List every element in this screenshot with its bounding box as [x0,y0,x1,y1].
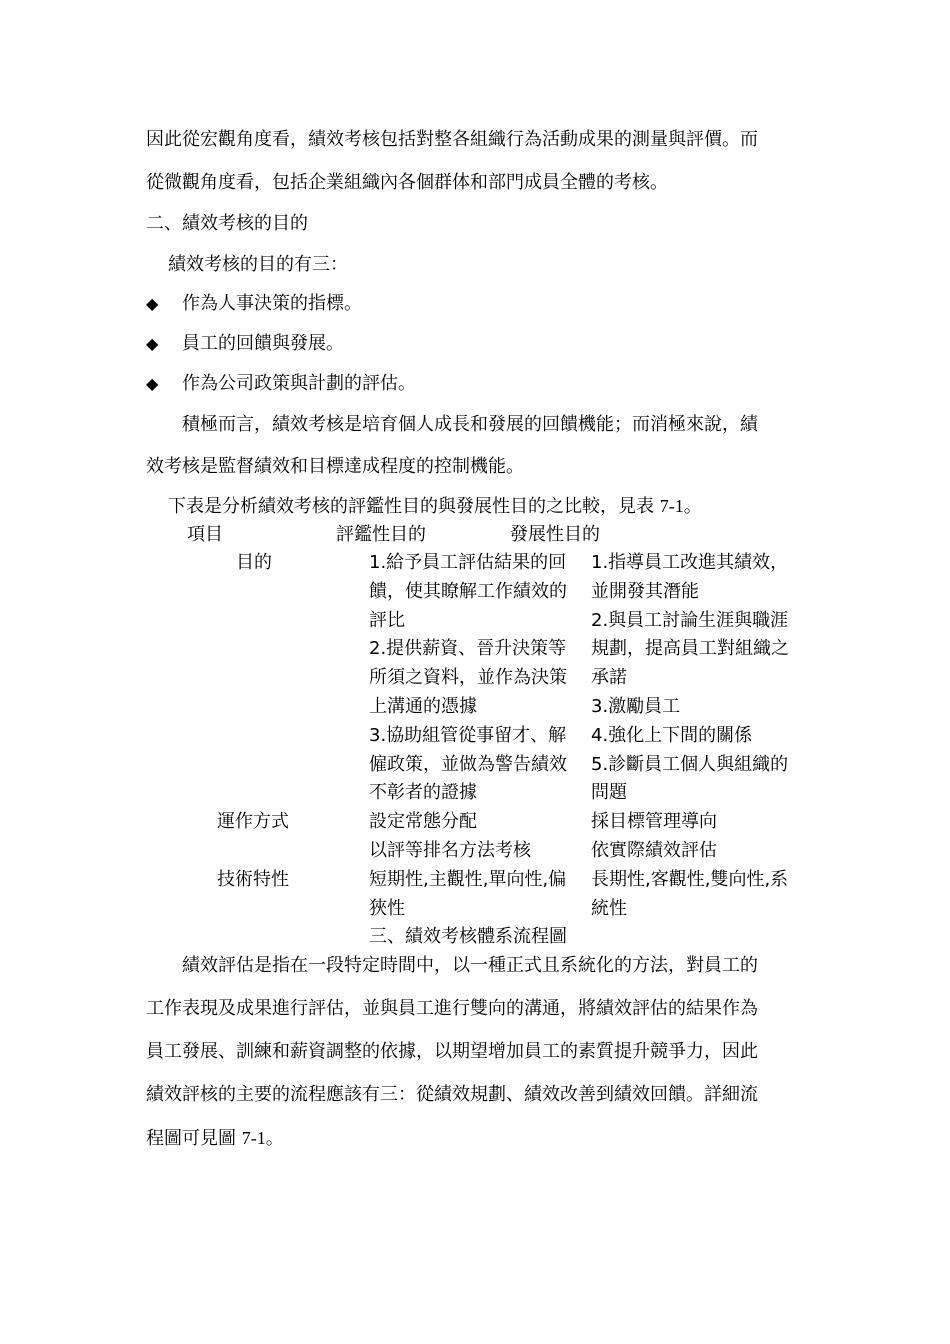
diamond-bullet-icon: ◆ [146,374,159,393]
paragraph-3-line-2: 工作表現及成果進行評估，並與員工進行雙向的溝通，將績效評估的結果作為 [146,998,758,1019]
paragraph-3-line-5-end: 。 [265,1128,284,1149]
operation-developmental-cell [591,808,717,866]
paragraph-3-line-5-text: 程圖可見圖 [146,1128,236,1149]
purpose-evaluative-cell [369,549,567,808]
cell-line: 長期性,客觀性,雙向性,系 [591,869,789,890]
paragraph-3-line-3: 員工發展、訓練和薪資調整的依據，以期望增加員工的素質提升競爭力，因此 [146,1041,758,1062]
row-label-purpose: 目的 [236,552,272,573]
cell-line: 1.給予員工評估結果的回 [369,552,567,573]
paragraph-1-line-2: 從微觀角度看，包括企業組織內各個群体和部門成員全體的考核。 [146,172,668,193]
cell-line: 所須之資料，並作為決策 [369,667,567,689]
cell-line: 3.激勵員工 [591,695,681,717]
cell-line: 2.提供薪資、晉升決策等 [369,638,567,660]
bullet-text: 作為人事決策的指標。 [182,293,362,314]
cell-line: 規劃，提高員工對組織之 [591,638,789,660]
cell-line: 3.協助組管從事留才、解 [369,724,567,746]
section-2-heading: 二、績效考核的目的 [146,213,308,234]
technical-developmental-cell [591,866,788,924]
table-header-item: 項目 [187,524,223,545]
cell-line: 僱政策，並做為警告績效 [369,753,567,775]
section-3-heading: 三、績效考核體系流程圖 [369,926,567,947]
cell-line: 狹性 [369,897,405,919]
table-intro-end: 。 [683,496,702,517]
purpose-developmental-cell [591,549,789,808]
cell-line: 以評等排名方法考核 [369,839,531,861]
paragraph-3-line-5 [146,1126,284,1151]
cell-line: 依實際績效評估 [591,839,717,861]
cell-line: 並開發其潛能 [591,580,699,602]
diamond-bullet-icon: ◆ [146,294,159,313]
paragraph-1-line-1: 因此從宏觀角度看，績效考核包括對整各組織行為活動成果的測量與評價。而 [146,129,758,150]
cell-line: 1.指導員工改進其績效， [591,552,789,573]
paragraph-2-line-2: 效考核是監督績效和目標達成程度的控制機能。 [146,456,524,477]
bullet-text: 員工的回饋與發展。 [182,333,344,354]
cell-line: 不彰者的證據 [369,782,477,804]
row-label-operation: 運作方式 [217,811,289,832]
paragraph-3-line-4: 績效評核的主要的流程應該有三：從績效規劃、績效改善到績效回饋。詳細流 [146,1084,758,1105]
cell-line: 5.診斷員工個人與組織的 [591,753,789,775]
cell-line: 短期性,主觀性,單向性,偏 [369,869,567,890]
figure-ref: 7-1 [241,1128,266,1148]
table-intro-text: 下表是分析績效考核的評鑑性目的與發展性目的之比較，見表 [168,496,654,517]
cell-line: 採目標管理導向 [591,811,717,832]
bullet-text: 作為公司政策與計劃的評估。 [182,373,416,394]
row-label-technical: 技術特性 [217,869,289,890]
cell-line: 評比 [369,609,405,631]
cell-line: 饋，使其瞭解工作績效的 [369,580,567,602]
cell-line: 2.與員工討論生涯與職涯 [591,609,789,631]
table-header-developmental: 發展性目的 [510,524,600,545]
paragraph-2-line-1: 積極而言，績效考核是培育個人成長和發展的回饋機能；而消極來說，績 [182,414,758,435]
table-intro [168,494,702,519]
technical-evaluative-cell [369,866,566,924]
diamond-bullet-icon: ◆ [146,334,159,353]
cell-line: 統性 [591,897,627,919]
cell-line: 承諾 [591,667,627,689]
cell-line: 設定常態分配 [369,811,477,832]
table-header-evaluative: 評鑑性目的 [336,524,426,545]
paragraph-3-line-1: 績效評估是指在一段特定時間中，以一種正式且系統化的方法，對員工的 [182,955,758,976]
operation-evaluative-cell [369,808,531,866]
purpose-intro: 績效考核的目的有三： [168,254,348,275]
cell-line: 4.強化上下間的關係 [591,724,753,746]
cell-line: 上溝通的憑據 [369,695,477,717]
table-ref: 7-1 [659,496,684,516]
cell-line: 問題 [591,782,627,804]
